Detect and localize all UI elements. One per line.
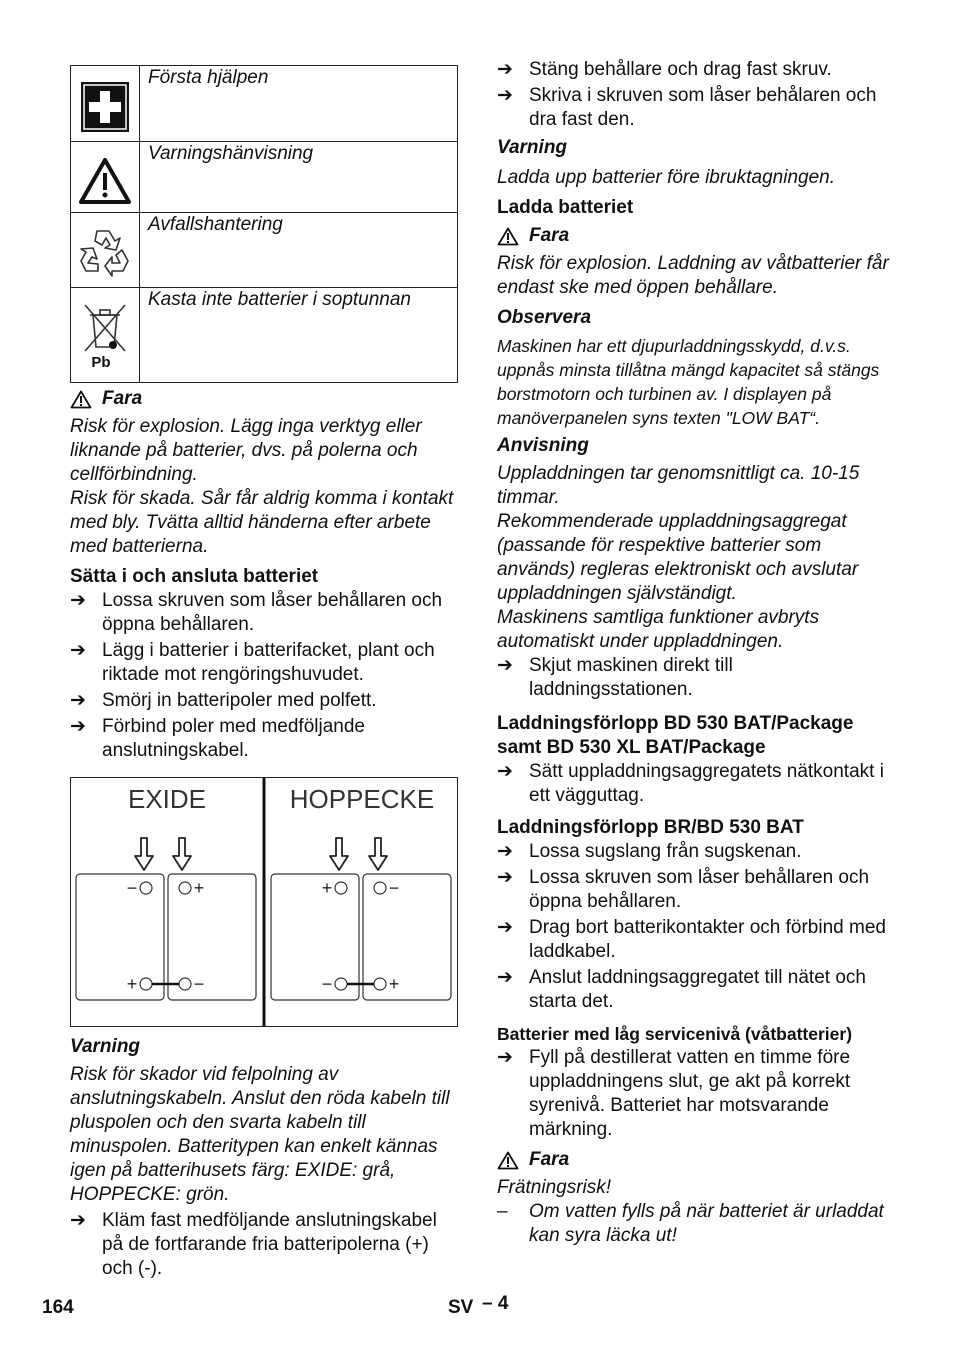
instruction-step [70,715,460,763]
fara-text: Frätningsrisk! [497,1177,612,1198]
step-text: Kläm fast medföljande anslutningskabel på de fortfarande fria batteripolerna (+) och (-). [102,1210,437,1279]
fara-text: Risk för explosion. Laddning av våtbatterier får endast ske med öppen behållare. [497,253,889,298]
symbol-icon-cell [71,142,140,213]
arrow-icon: ➔ [497,917,513,938]
step-text: Drag bort batterikontakter och förbind med laddkabel. [529,917,886,962]
down-arrow-icon [135,838,153,870]
fara-label: Fara [529,1149,570,1170]
step-text: Stäng behållare och drag fast skruv. [529,59,832,80]
crossed-bin-icon [77,301,133,373]
fara-heading [497,1148,897,1172]
observera-text: Maskinen har ett djupurladdningsskydd, d.v.s. uppnås minsta tillåtna mängd kapacitet så stängs borstmotorn och turbinen av. I displayen på manöverpanelen syns texten "LOW BAT“. [497,336,880,428]
symbol-label: Första hjälpen [140,66,458,142]
arrow-icon: ➔ [497,761,513,782]
pole-sign: + [126,974,138,994]
warning-triangle-icon [497,227,519,246]
symbol-label: Avfallshantering [140,213,458,288]
symbol-row [71,213,458,288]
pole-sign: + [388,974,400,994]
pole-sign: − [193,974,205,994]
arrow-icon: ➔ [497,655,513,676]
section-number: – 4 [482,1293,509,1314]
recycling-icon [78,226,132,278]
step-text: Smörj in batteripoler med polfett. [102,690,377,711]
step-text: Lossa sugslang från sugskenan. [529,841,802,862]
arrow-icon: ➔ [70,1210,86,1231]
fara-text: Risk för skada. Sår får aldrig komma i kontakt med bly. Tvätta alltid händerna efter arbete med batterierna. [70,488,454,557]
language-code: SV [448,1297,474,1318]
instruction-step [70,589,460,637]
warning-triangle-icon [78,157,132,205]
step-text: Förbind poler med medföljande anslutningskabel. [102,716,365,761]
right-column [497,58,897,1248]
varning-label: Varning [497,137,568,158]
fara-text: Risk för explosion. Lägg inga verktyg eller liknande på batterier, dvs. på polerna och cellförbindning. [70,416,422,485]
fara-heading [70,387,460,411]
section-heading: Batterier med låg servicenivå (våtbatterier) [497,1024,853,1044]
varning-text: Ladda upp batterier före ibruktagningen. [497,167,836,188]
instruction-step [70,639,460,687]
section-heading: Ladda batteriet [497,197,634,218]
page-number: 164 [42,1297,74,1318]
instruction-step [497,866,897,914]
dash-item [497,1200,897,1248]
step-text: Skriva i skruven som låser behålaren och dra fast den. [529,85,877,130]
step-text: Lossa skruven som låser behållaren och öppna behållaren. [102,590,443,635]
arrow-icon: ➔ [497,85,513,106]
down-arrow-icon [330,838,348,870]
arrow-icon: ➔ [497,59,513,80]
instruction-step [497,840,897,864]
symbol-icon-cell [71,66,140,142]
instruction-step [497,1046,897,1142]
observera-label: Observera [497,307,592,328]
warning-triangle-icon [497,1151,519,1170]
pole-sign: + [193,878,205,898]
symbol-icon-cell [71,213,140,288]
instruction-step [70,1209,460,1281]
arrow-icon: ➔ [70,590,86,611]
symbol-icon-cell [71,288,140,383]
arrow-icon: ➔ [70,640,86,661]
instruction-step [497,58,897,82]
dash-bullet: – [497,1201,508,1222]
fara-label: Fara [529,225,570,246]
battery-diagram [71,778,457,1026]
pole-sign: − [126,878,138,898]
instruction-step [497,760,897,808]
brand-hoppecke: HOPPECKE [289,784,435,814]
arrow-icon: ➔ [497,967,513,988]
symbol-row [71,142,458,213]
instruction-step [497,966,897,1014]
pb-label: Pb [91,354,111,371]
warning-triangle-icon [70,390,92,409]
down-arrow-icon [173,838,191,870]
fara-heading [497,224,897,248]
section-heading: Sätta i och ansluta batteriet [70,566,319,587]
step-text: Anslut laddningsaggregatet till nätet och starta det. [529,967,866,1012]
anvisning-text: Maskinens samtliga funktioner avbryts automatiskt under uppladdningen. [497,607,820,652]
section-heading: Laddningsförlopp BD 530 BAT/Package samt BD 530 XL BAT/Package [497,713,854,758]
anvisning-text: Rekommenderade uppladdningsaggregat (passande för respektive batterier som används) regleras elektroniskt och avslutar uppladdningen självständigt. [497,511,859,604]
varning-label: Varning [70,1036,141,1057]
first-aid-icon [80,81,130,133]
battery-polarity-figure [70,777,458,1027]
pole-sign: + [321,878,333,898]
step-text: Lossa skruven som låser behållaren och öppna behållaren. [529,867,870,912]
pole-sign: − [321,974,333,994]
arrow-icon: ➔ [70,690,86,711]
arrow-icon: ➔ [497,867,513,888]
symbol-row [71,288,458,383]
instruction-step [497,916,897,964]
step-text: Fyll på destillerat vatten en timme före uppladdningens slut, ge akt på korrekt syrenivå. Batteriet har motsvarande märkning. [529,1047,851,1140]
step-text: Sätt uppladdningsaggregatets nätkontakt i ett vägguttag. [529,761,884,806]
section-heading: Laddningsförlopp BR/BD 530 BAT [497,817,804,838]
symbol-row [71,66,458,142]
anvisning-text: Uppladdningen tar genomsnittligt ca. 10-15 timmar. [497,463,860,508]
symbol-label: Varningshänvisning [140,142,458,213]
arrow-icon: ➔ [70,716,86,737]
arrow-icon: ➔ [497,1047,513,1068]
fara-label: Fara [102,388,143,409]
left-column [70,58,460,1283]
down-arrow-icon [369,838,387,870]
symbol-label: Kasta inte batterier i soptunnan [140,288,458,383]
varning-text: Risk för skador vid felpolning av anslutningskabeln. Anslut den röda kabeln till pluspolen och den svarta kabeln till minuspolen. Batteritypen kan enkelt kännas igen på batterihusets färg: EXIDE: grå, HOPPECKE: grön. [70,1064,450,1205]
arrow-icon: ➔ [497,841,513,862]
symbol-table [70,65,458,383]
anvisning-label: Anvisning [497,435,589,456]
instruction-step [497,84,897,132]
instruction-step [70,689,460,713]
dash-text: Om vatten fylls på när batteriet är urladdat kan syra läcka ut! [529,1201,884,1246]
pole-sign: − [388,878,400,898]
instruction-step [497,654,897,702]
step-text: Lägg i batterier i batterifacket, plant och riktade mot rengöringshuvudet. [102,640,435,685]
step-text: Skjut maskinen direkt till laddningsstationen. [529,655,733,700]
brand-exide: EXIDE [127,784,207,814]
